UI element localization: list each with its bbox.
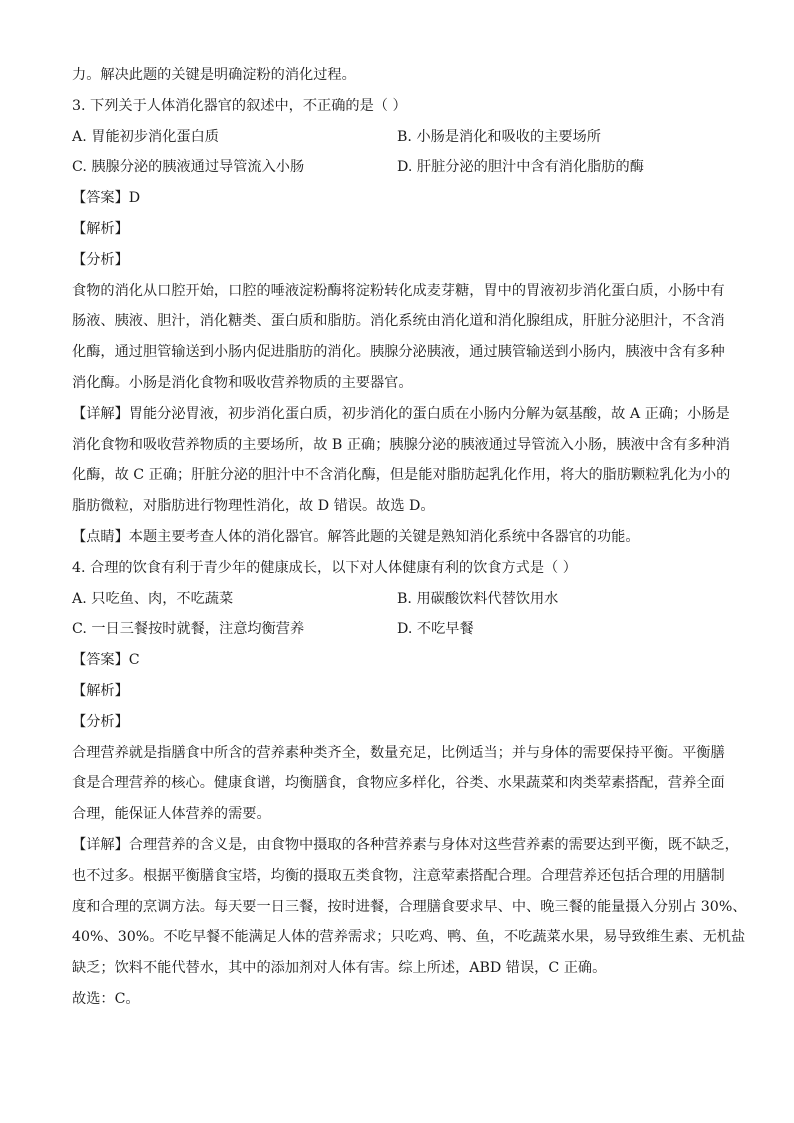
option-a: A. 胃能初步消化蛋白质 [72,128,219,145]
paragraph-line: 化酶，故 C 正确；肝脏分泌的胆汁中不含消化酶，但是能对脂肪起乳化作用，将大的脂肪颗粒乳化为小的 [72,467,731,484]
paragraph-line: 也不过多。根据平衡膳食宝塔，均衡的摄取五类食物，注意荤素搭配合理。合理营养还包括合理的用膳制 [72,867,725,884]
question-3-options-row-1 [72,122,722,153]
paragraph-line: 缺乏；饮料不能代替水，其中的添加剂对人体有害。综上所述，ABD 错误，C 正确。 [72,960,607,977]
comment-paragraph: 【点睛】本题主要考查人体的消化器官。解答此题的关键是熟知消化系统中各器官的功能。 [72,528,640,545]
paragraph-line: 【详解】合理营养的含义是，由食物中摄取的各种营养素与身体对这些营养素的需要达到平衡，既不缺乏， [72,836,739,853]
paragraph-line: 度和合理的烹调方法。每天要一日三餐，按时进餐，合理膳食要求早、中、晚三餐的能量摄入分别占 30%、 [72,898,747,915]
paragraph-line: 食是合理营养的核心。健康食谱，均衡膳食，食物应多样化，谷类、水果蔬菜和肉类荤素搭配，营养全面 [72,775,725,792]
question-3-stem: 3. 下列关于人体消化器官的叙述中，不正确的是（ ） [72,97,407,114]
option-d: D. 肝脏分泌的胆汁中含有消化脂肪的酶 [397,159,644,176]
document-page [72,60,747,1015]
paragraph-line: 合理，能保证人体营养的需要。 [72,806,271,823]
text-line: 力。解决此题的关键是明确淀粉的消化过程。 [72,67,356,83]
conclusion-line: 故选：C。 [72,990,140,1007]
question-3-options-row-2 [72,152,722,183]
answer-label: 【答案】D [72,190,141,207]
option-b: B. 小肠是消化和吸收的主要场所 [397,128,601,145]
paragraph-line: 食物的消化从口腔开始，口腔的唾液淀粉酶将淀粉转化成麦芽糖，胃中的胃液初步消化蛋白质，小肠中有 [72,282,725,299]
paragraph-line: 合理营养就是指膳食中所含的营养素种类齐全，数量充足，比例适当；并与身体的需要保持平衡。平衡膳 [72,744,725,761]
question-4-options-row-1 [72,584,722,615]
option-c: C. 一日三餐按时就餐，注意均衡营养 [72,621,305,638]
explanation-heading: 【解析】 [72,682,129,699]
analysis-paragraph [72,276,725,399]
analysis-heading: 【分析】 [72,251,129,268]
option-c: C. 胰腺分泌的胰液通过导管流入小肠 [72,159,305,176]
analysis-paragraph [72,738,725,830]
detail-paragraph [72,830,747,984]
explanation-heading: 【解析】 [72,220,129,237]
answer-label: 【答案】C [72,652,140,669]
paragraph-line: 【详解】胃能分泌胃液，初步消化蛋白质，初步消化的蛋白质在小肠内分解为氨基酸，故 A 正确；小肠是 [72,405,730,422]
option-a: A. 只吃鱼、肉，不吃蔬菜 [72,590,234,607]
question-4-stem: 4. 合理的饮食有利于青少年的健康成长，以下对人体健康有利的饮食方式是（ ） [72,559,577,576]
option-d: D. 不吃早餐 [397,621,474,638]
question-4-options-row-2 [72,614,722,645]
paragraph-line: 化酶，通过胆管输送到小肠内促进脂肪的消化。胰腺分泌胰液，通过胰管输送到小肠内，胰液中含有多种 [72,344,725,361]
paragraph-line: 肠液、胰液、胆汁，消化糖类、蛋白质和脂肪。消化系统由消化道和消化腺组成，肝脏分泌胆汁，不含消 [72,313,725,330]
paragraph-line: 消化食物和吸收营养物质的主要场所，故 B 正确；胰腺分泌的胰液通过导管流入小肠，胰液中含有多种消 [72,436,730,453]
option-b: B. 用碳酸饮料代替饮用水 [397,590,559,607]
analysis-heading: 【分析】 [72,713,129,730]
paragraph-line: 40%、30%。不吃早餐不能满足人体的营养需求；只吃鸡、鸭、鱼，不吃蔬菜水果，易导致维生素、无机盐 [72,929,746,946]
detail-paragraph [72,399,731,522]
paragraph-line: 脂肪微粒，对脂肪进行物理性消化，故 D 错误。故选 D。 [72,498,435,515]
paragraph-line: 消化酶。小肠是消化食物和吸收营养物质的主要器官。 [72,374,413,391]
